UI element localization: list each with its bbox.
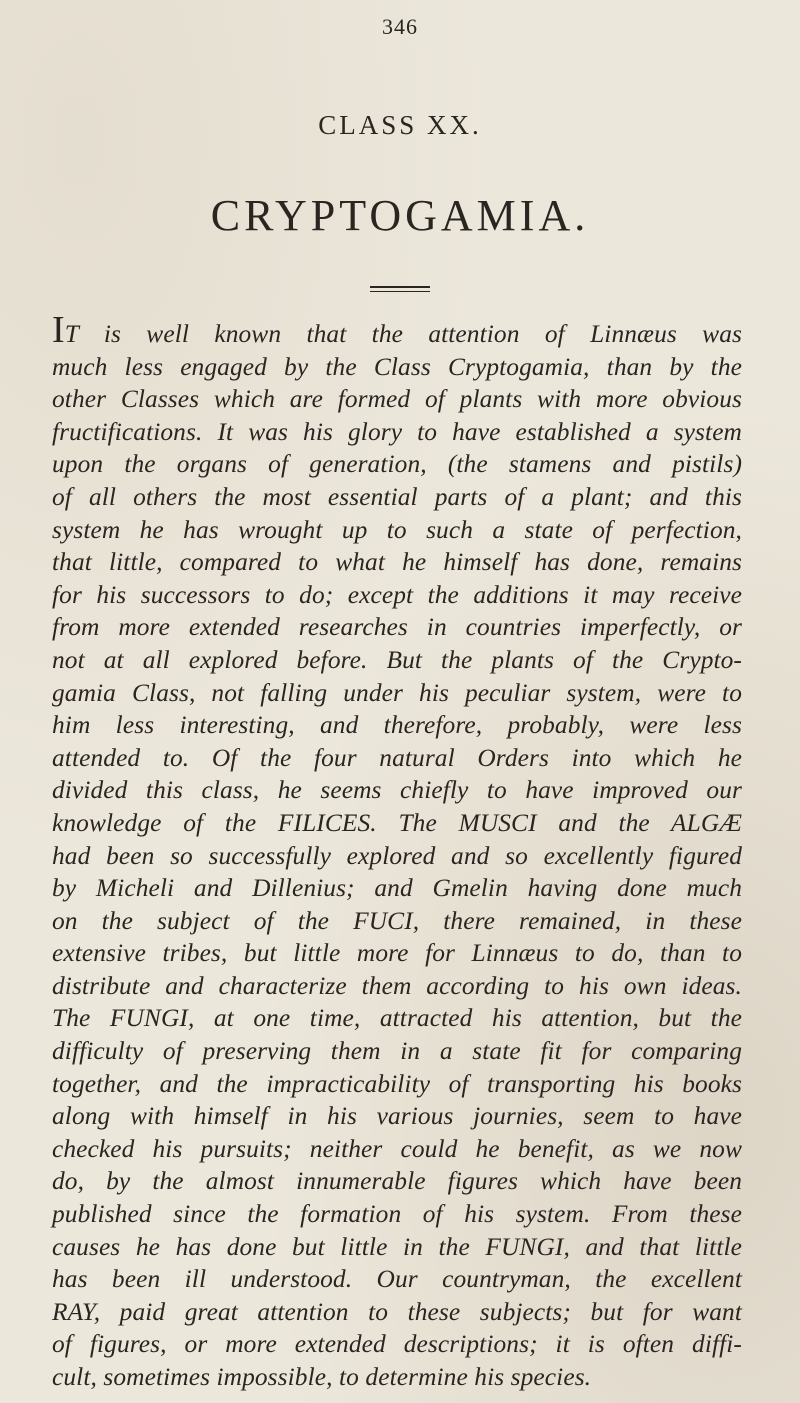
- paragraph-line: on the subject of the FUCI, there remained, in these: [52, 906, 742, 935]
- paragraph-line: for his successors to do; except the additions it may receive: [52, 580, 742, 609]
- paragraph-line: checked his pursuits; neither could he benefit, as we now: [52, 1134, 742, 1163]
- paragraph-line: not at all explored before. But the plants of the Crypto-: [52, 645, 742, 674]
- paragraph-line: published since the formation of his system. From these: [52, 1200, 742, 1229]
- paragraph-line: of figures, or more extended descriptions; it is often diffi-: [52, 1330, 742, 1359]
- paragraph-line: attended to. Of the four natural Orders into which he: [52, 743, 742, 772]
- drop-cap: I: [52, 309, 65, 351]
- paragraph-line: from more extended researches in countries imperfectly, or: [52, 613, 742, 642]
- paragraph-line: him less interesting, and therefore, probably, were less: [52, 711, 742, 740]
- paragraph-line: by Micheli and Dillenius; and Gmelin having done much: [52, 874, 742, 903]
- paragraph-line: difficulty of preserving them in a state fit for comparing: [52, 1037, 742, 1066]
- page-title: CRYPTOGAMIA.: [210, 191, 590, 240]
- paragraph-line: together, and the impracticability of transporting his books: [52, 1069, 742, 1098]
- paragraph-line: that little, compared to what he himself has done, remains: [52, 548, 742, 577]
- paragraph-line: do, by the almost innumerable figures which have been: [52, 1167, 742, 1196]
- paragraph-line: fructifications. It was his glory to have established a system: [52, 417, 742, 446]
- paragraph-line: divided this class, he seems chiefly to have improved our: [52, 776, 742, 805]
- page-number: 346: [382, 14, 418, 39]
- paragraph-line: system he has wrought up to such a state of perfection,: [52, 515, 742, 544]
- paragraph-line: extensive tribes, but little more for Linnæus to do, than to: [52, 939, 742, 968]
- paragraph-line: causes he has done but little in the FUNGI, and that little: [52, 1232, 742, 1261]
- paragraph-line-last: cult, sometimes impossible, to determine his species.: [52, 1363, 592, 1391]
- paragraph-line: gamia Class, not falling under his peculiar system, were to: [52, 678, 742, 707]
- paragraph-line: upon the organs of generation, (the stamens and pistils): [52, 450, 742, 479]
- paragraph-line: other Classes which are formed of plants with more obvious: [52, 385, 742, 414]
- paragraph-line: RAY, paid great attention to these subjects; but for want: [52, 1297, 742, 1326]
- paragraph-line: knowledge of the FILICES. The MUSCI and the ALGÆ: [52, 808, 742, 837]
- paragraph-line: of all others the most essential parts of a plant; and this: [52, 482, 742, 511]
- paragraph-line-first: [52, 309, 742, 351]
- paragraph-line: The FUNGI, at one time, attracted his attention, but the: [52, 1004, 742, 1033]
- title-divider: [370, 286, 430, 288]
- paragraph-line: has been ill understood. Our countryman, the excellent: [52, 1265, 742, 1294]
- paragraph-line: T is well known that the attention of Linnæus was: [64, 320, 742, 348]
- body-paragraph: [52, 309, 742, 1394]
- paragraph-line: much less engaged by the Class Cryptogamia, than by the: [52, 352, 742, 381]
- paragraph-line: along with himself in his various journies, seem to have: [52, 1102, 742, 1131]
- paragraph-line: distribute and characterize them according to his own ideas.: [52, 971, 742, 1000]
- class-heading: CLASS XX.: [318, 110, 482, 140]
- paragraph-line: had been so successfully explored and so excellently figured: [52, 841, 742, 870]
